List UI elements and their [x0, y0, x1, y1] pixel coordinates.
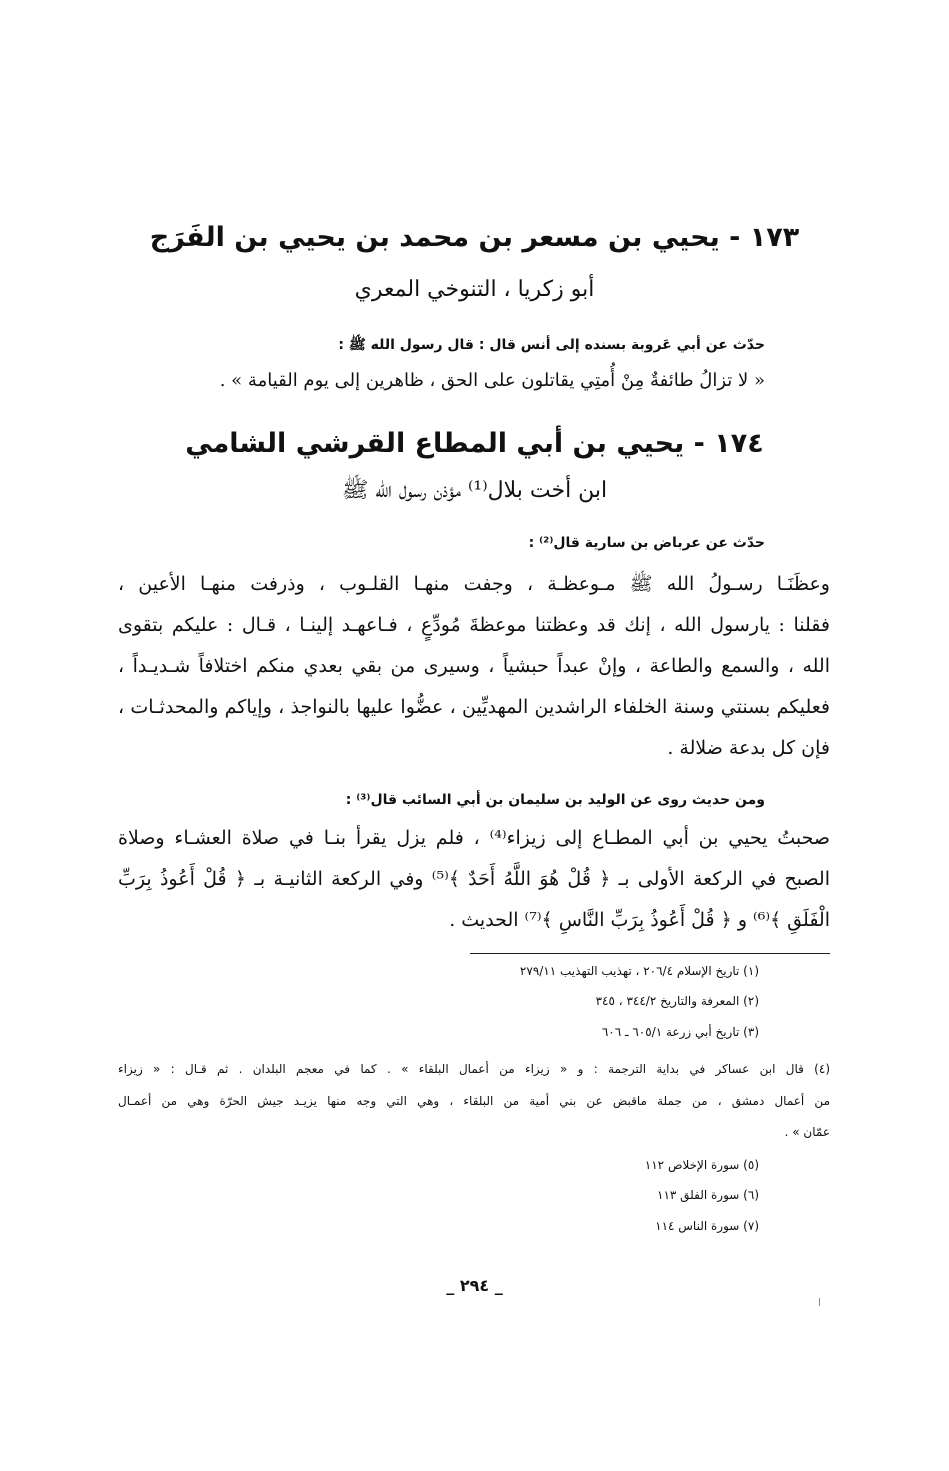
entry-174-intro-1: حدّث عن عرباض بن سارية قال⁽²⁾ :	[528, 535, 765, 551]
paragraph-2-line: الْفَلَقِ ﴾⁽⁶⁾ و ﴿ قُلْ أَعُوذُ بِرَبِّ النَّاسِ ﴾⁽⁷⁾ الحديث .	[449, 909, 830, 931]
entry-174-intro-2: ومن حديث روى عن الوليد بن سليمان بن أبي السائب قال⁽³⁾ :	[345, 792, 765, 808]
footnote-2: (٢) المعرفة والتاريخ ٣٤٤/٢ ، ٣٤٥	[595, 994, 759, 1008]
paragraph-1-line: فإن كل بدعة ضلالة .	[667, 737, 830, 759]
paragraph-2-line: الصبح في الركعة الأولى بـ ﴿ قُلْ هُوَ اللَّهُ أَحَدٌ ﴾⁽⁵⁾ وفي الركعة الثانيـة بـ ﴿ قُلْ أَعُوذُ بِرَبِّ	[118, 868, 830, 890]
page-number: _ ٢٩٤ _	[446, 1276, 503, 1295]
footnote-1: (١) تاريخ الإسلام ٢٠٦/٤ ، تهذيب التهذيب ٢٧٩/١١	[519, 964, 759, 978]
footnote-4-line: (٤) قال ابن عساكر في بداية الترجمة : و « زيزاء من أعمال البلقاء » . كما في معجم البلدان . ثم قـال : « زيزاء	[118, 1062, 830, 1076]
paragraph-1-line: فقلنا : يارسول الله ، إنك قد وعظتنا موعظةَ مُودِّعٍ ، فـاعهـد إلينـا ، قـال : عليكم بتقوى	[118, 614, 830, 636]
entry-174-subtitle: ابن أخت بلال⁽¹⁾ مؤذن رسول الله ﷺ	[341, 478, 608, 503]
entry-173-title: ١٧٣ - يحيي بن مسعر بن محمد بن يحيي بن الفَرَج	[149, 222, 800, 253]
paragraph-1-line: الله ، والسمع والطاعة ، وإنْ عبداً حبشياً ، وسيرى من بقي بعدي منكم اختلافاً شـديـداً ،	[118, 655, 830, 677]
entry-173-hadith: « لا تزالُ طائفةٌ مِنْ أُمتِي يقاتلون على الحق ، ظاهرين إلى يوم القيامة » .	[219, 370, 765, 391]
footnote-separator	[470, 953, 830, 954]
footnote-3: (٣) تاريخ أبي زرعة ٦٠٥/١ ـ ٦٠٦	[601, 1025, 759, 1039]
entry-174-title: ١٧٤ - يحيي بن أبي المطاع القرشي الشامي	[185, 428, 764, 459]
paragraph-1-line: فعليكم بسنتي وسنة الخلفاء الراشدين المهديِّين ، عضُّوا عليها بالنواجذ ، وإياكم والمحدثـات ،	[118, 696, 830, 718]
entry-173-subtitle: أبو زكريا ، التنوخي المعري	[354, 277, 595, 302]
footnote-4-line: عمّان » .	[784, 1125, 830, 1139]
scan-speck	[819, 1298, 820, 1306]
entry-173-intro: حدّث عن أبي عَروبة بسنده إلى أنس قال : قال رسول الله ﷺ :	[338, 337, 765, 353]
footnote-4-line: من أعمال دمشق ، من جملة ماقبض عن بني أمية من البلقاء ، وهي التي وجه منها يزيـد جيش الحرّة وهي من أعمـال	[118, 1094, 830, 1108]
footnote-7: (٧) سورة الناس ١١٤	[655, 1219, 759, 1233]
paragraph-2-line: صحبتُ يحيي بن أبي المطـاع إلى زيزاء⁽⁴⁾ ، فلم يزل يقرأ بنـا في صلاة العشـاء وصلاة	[118, 827, 830, 849]
footnote-6: (٦) سورة الفلق ١١٣	[657, 1188, 759, 1202]
footnote-5: (٥) سورة الإخلاص ١١٢	[644, 1158, 759, 1172]
paragraph-1-line: وعظَنَـا رسـولُ الله ﷺ مـوعظـة ، وجفت منهـا القلـوب ، وذرفت منهـا الأعين ،	[118, 573, 830, 595]
